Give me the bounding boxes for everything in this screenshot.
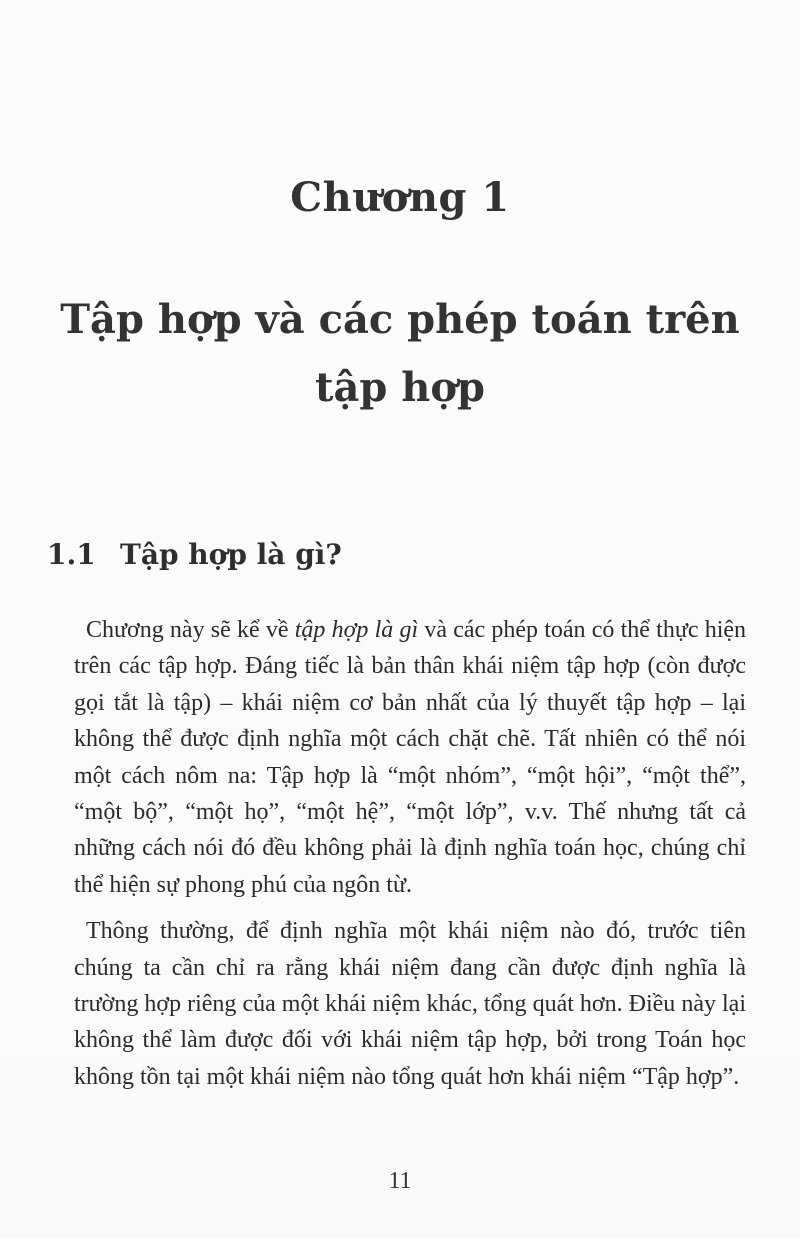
section-number: 1.1 — [47, 538, 96, 571]
paragraph-1-before: Chương này sẽ kể về — [86, 617, 295, 643]
section-title: Tập hợp là gì? — [120, 538, 342, 571]
paragraph-1-after: và các phép toán có thể thực hiện trên các tập hợp. Đáng tiếc là bản thân khái niệm tập hợp (còn được gọi tắt là tập) – khái niệm cơ bản nhất của lý thuyết tập hợp – lại không thể được định nghĩa một cách chặt chẽ. Tất nhiên có thể nói một cách nôm na: Tập hợp là “một nhóm”, “một hội”, “một thể”, “một bộ”, “một họ”, “một hệ”, “một lớp”, v.v. Thế nhưng tất cả những cách nói đó đều không phải là định nghĩa toán học, chúng chỉ thể hiện sự phong phú của ngôn từ. — [74, 617, 747, 898]
section-heading — [47, 533, 342, 577]
paragraph-1 — [74, 612, 746, 903]
chapter-label: Chương 1 — [290, 174, 510, 221]
paragraph-1-emphasis: tập hợp là gì — [294, 617, 419, 643]
body-text — [74, 612, 746, 1095]
page-number: 11 — [388, 1168, 412, 1194]
chapter-title: Tập hợp và các phép toán trên tập hợp — [60, 296, 740, 411]
paragraph-2: Thông thường, để định nghĩa một khái niệm nào đó, trước tiên chúng ta cần chỉ ra rằng khái niệm đang cần được định nghĩa là trường hợp riêng của một khái niệm khác, tổng quát hơn. Điều này lại không thể làm được đối với khái niệm tập hợp, bởi trong Toán học không tồn tại một khái niệm nào tổng quát hơn khái niệm “Tập hợp”. — [74, 918, 746, 1090]
